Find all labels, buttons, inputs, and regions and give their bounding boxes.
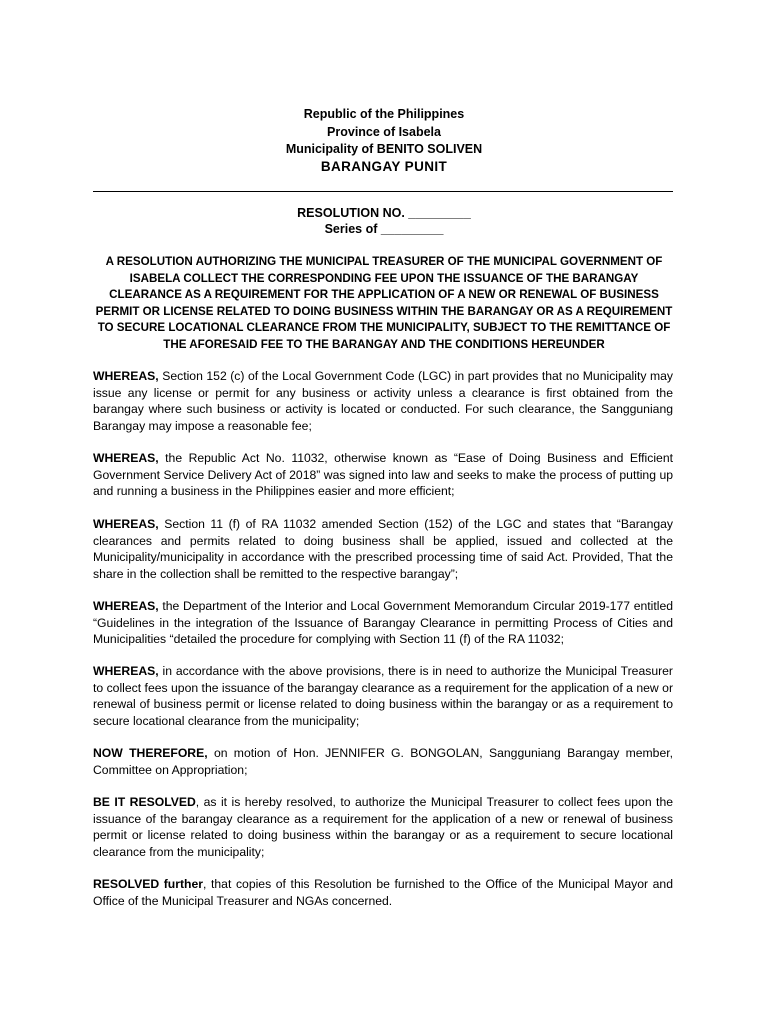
paragraph-lead: WHEREAS,	[93, 451, 159, 465]
paragraph-text: Section 152 (c) of the Local Government Code (LGC) in part provides that no Municipality may issue any license or permit for any business or activity unless a clearance is first obtained from the barangay where such business or activity is located or conducted. For such clearance, the Sangguniang Barangay may impose a reasonable fee;	[93, 369, 673, 433]
paragraph-text: the Republic Act No. 11032, otherwise known as “Ease of Doing Business and Efficient Government Service Delivery Act of 2018” was signed into law and seeks to make the process of putting up and running a business in the Philippines easier and more efficient;	[93, 451, 673, 498]
now-therefore-paragraph	[93, 745, 673, 778]
paragraph-lead: BE IT RESOLVED	[93, 795, 196, 809]
header-republic: Republic of the Philippines	[303, 107, 465, 121]
paragraph-text: the Department of the Interior and Local Government Memorandum Circular 2019-177 entitled “Guidelines in the integration of the Issuance of Barangay Clearance in permitting Process of Cities and Municipalities “detailed the procedure for complying with Section 11 (f) of the RA 11032;	[93, 599, 673, 646]
paragraph-text: on motion of Hon. JENNIFER G. BONGOLAN, Sangguniang Barangay member, Committee on Appropriation;	[93, 746, 674, 777]
whereas-paragraph-2	[93, 450, 673, 500]
paragraph-lead: WHEREAS,	[93, 664, 159, 678]
resolved-further-paragraph	[93, 876, 673, 909]
paragraph-text: in accordance with the above provisions, there is in need to authorize the Municipal Treasurer to collect fees upon the issuance of the barangay clearance as a requirement for the application of a new or renewal of business permit or license related to doing business within the barangay or as a requirement to secure locational clearance from the municipality;	[93, 664, 673, 728]
paragraph-lead: RESOLVED further	[93, 877, 204, 891]
whereas-paragraph-1	[93, 368, 673, 434]
paragraph-lead: NOW THEREFORE,	[93, 746, 208, 760]
paragraph-lead: WHEREAS,	[93, 599, 159, 613]
paragraph-text: , that copies of this Resolution be furnished to the Office of the Municipal Mayor and Office of the Municipal Treasurer and NGAs concerned.	[93, 877, 673, 908]
resolution-title: A RESOLUTION AUTHORIZING THE MUNICIPAL TREASURER OF THE MUNICIPAL GOVERNMENT OF ISABELA COLLECT THE CORRESPONDING FEE UPON THE ISSUANCE OF THE BARANGAY CLEARANCE AS A REQUIREMENT FOR THE APPLICATION OF A NEW OR RENEWAL OF BUSINESS PERMIT OR LICENSE RELATED TO DOING BUSINESS WITHIN THE BARANGAY OR AS A REQUIREMENT TO SECURE LOCATIONAL CLEARANCE FROM THE MUNICIPALITY, SUBJECT TO THE REMITTANCE OF THE AFORESAID FEE TO THE BARANGAY AND THE CONDITIONS HEREUNDER	[95, 255, 673, 351]
paragraph-text: , as it is hereby resolved, to authorize the Municipal Treasurer to collect fees upon the issuance of the barangay clearance as a requirement for the application of a new or renewal of business permit or license related to doing business within the barangay or as a requirement to secure locational clearance from the municipality;	[93, 795, 674, 859]
header-province: Province of Isabela	[327, 125, 441, 139]
be-it-resolved-paragraph	[93, 794, 673, 860]
header-barangay: BARANGAY PUNIT	[320, 159, 448, 174]
whereas-paragraph-4	[93, 598, 673, 648]
resolution-series: Series of _________	[324, 222, 444, 236]
header-municipality: Municipality of BENITO SOLIVEN	[285, 142, 483, 156]
header-divider	[93, 191, 673, 192]
resolution-number: RESOLUTION NO. _________	[297, 206, 471, 220]
paragraph-lead: WHEREAS,	[93, 369, 159, 383]
paragraph-lead: WHEREAS,	[93, 517, 159, 531]
whereas-paragraph-5	[93, 663, 673, 729]
whereas-paragraph-3	[93, 516, 673, 582]
paragraph-text: Section 11 (f) of RA 11032 amended Section (152) of the LGC and states that “Barangay clearances and permits related to doing business shall be applied, issued and collected at the Municipality/municipality in accordance with the prescribed processing time of said Act. Provided, That the share in the collection shall be remitted to the respective barangay”;	[93, 517, 673, 581]
